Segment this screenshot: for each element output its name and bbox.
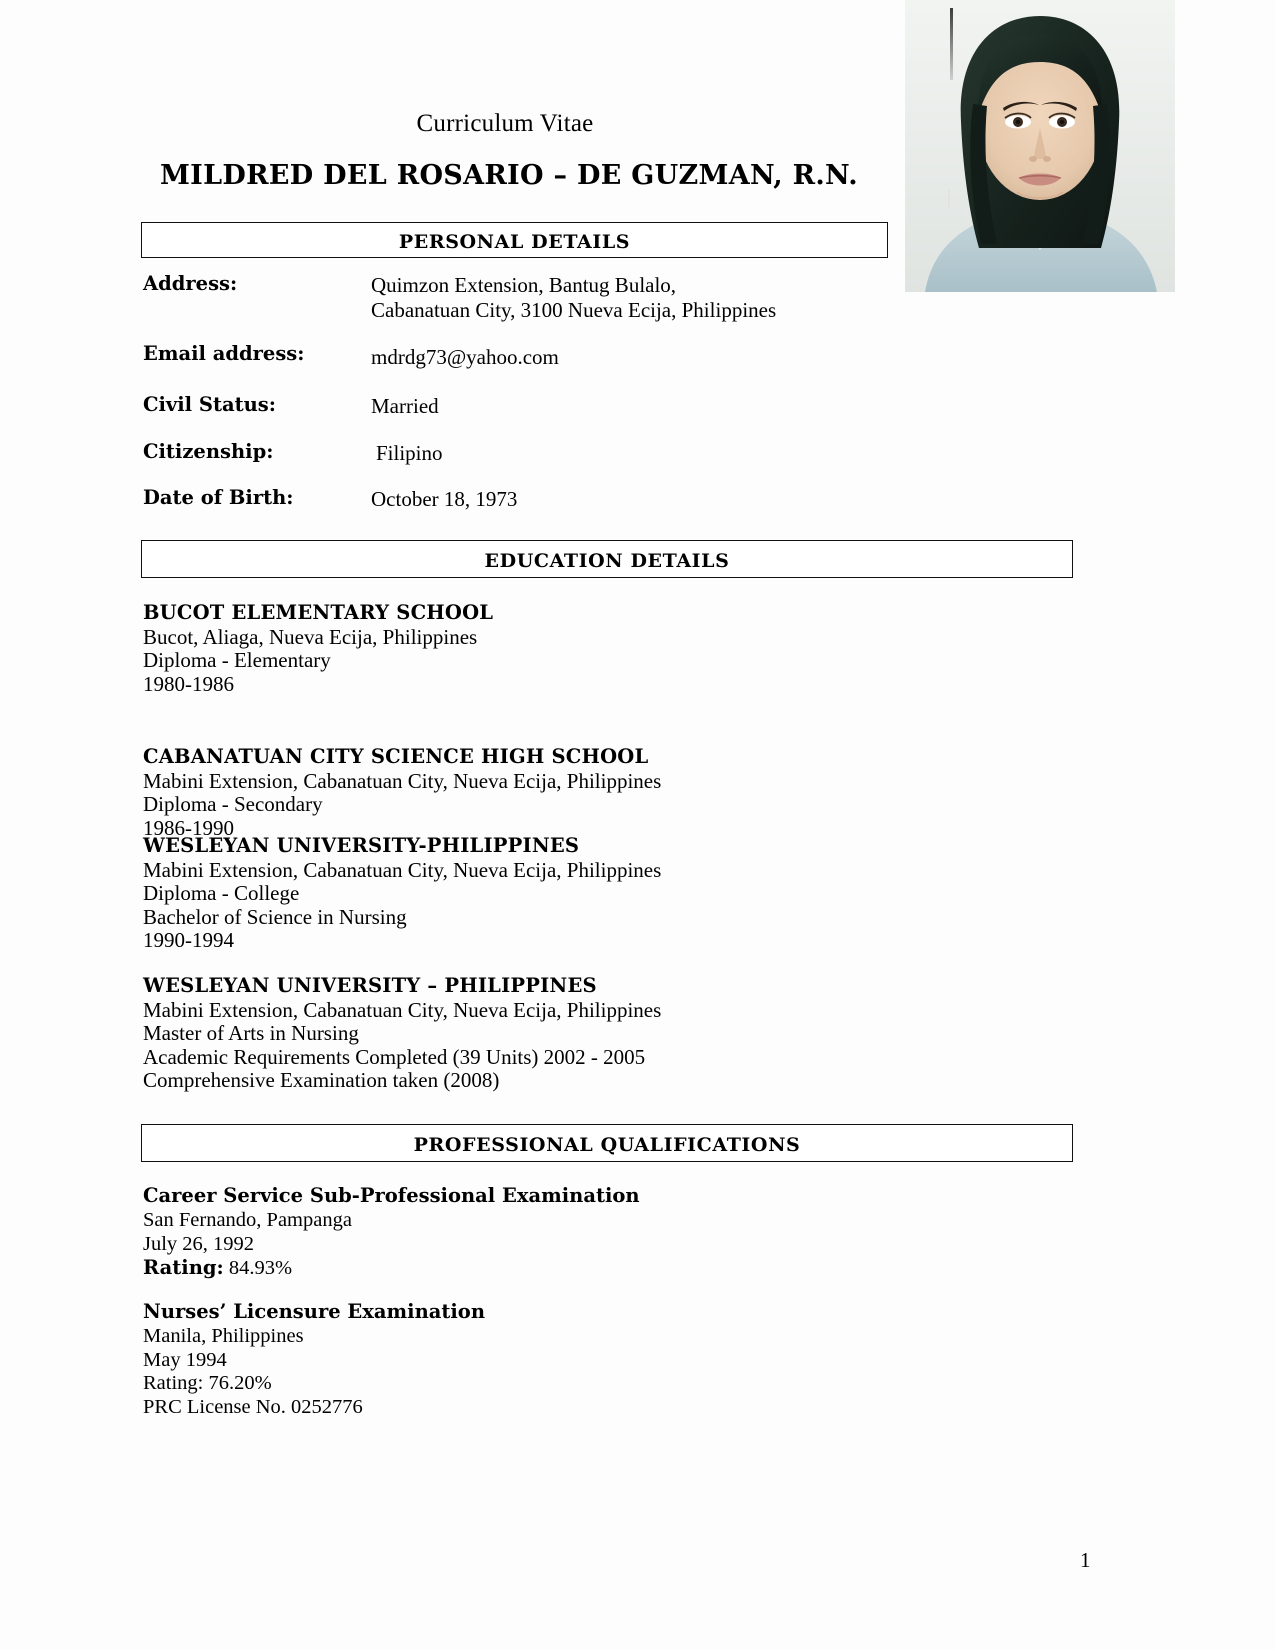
personal-label-citizenship: Citizenship: [143, 440, 274, 463]
page-title: MILDRED DEL ROSARIO – DE GUZMAN, R.N. [159, 160, 858, 191]
education-detail-line: 1986-1990 [143, 815, 234, 840]
qualification-entry [143, 1183, 640, 1281]
qualification-date: May 1994 [143, 1348, 227, 1371]
education-school-name: CABANATUAN CITY SCIENCE HIGH SCHOOL [143, 745, 649, 768]
education-school-name: BUCOT ELEMENTARY SCHOOL [143, 601, 494, 624]
education-detail-line: 1980-1986 [143, 671, 234, 696]
qualification-license-number: PRC License No. 0252776 [143, 1395, 363, 1418]
education-entry [143, 600, 493, 696]
qualification-place: Manila, Philippines [143, 1325, 304, 1347]
qualification-date: July 26, 1992 [143, 1232, 255, 1255]
education-school-name: WESLEYAN UNIVERSITY – PHILIPPINES [143, 974, 597, 997]
qualification-title: Career Service Sub-Professional Examination [143, 1184, 640, 1207]
education-detail-line: Comprehensive Examination taken (2008) [143, 1068, 500, 1093]
document-type-label: Curriculum Vitae [416, 110, 594, 137]
education-detail-line: Diploma - Elementary [143, 648, 331, 673]
personal-value-address-line1: Quimzon Extension, Bantug Bulalo, [371, 273, 677, 297]
education-detail-line: Bucot, Aliaga, Nueva Ecija, Philippines [143, 625, 478, 649]
qualification-rating-value: 84.93% [228, 1257, 293, 1280]
portrait-photo [905, 0, 1175, 292]
personal-value-date-of-birth: October 18, 1973 [371, 487, 518, 511]
education-school-name: WESLEYAN UNIVERSITY-PHILIPPINES [143, 834, 580, 857]
personal-label-civil-status: Civil Status: [143, 393, 276, 416]
section-header-education-details: EDUCATION DETAILS [141, 540, 1073, 578]
education-entry [143, 833, 661, 953]
personal-label-email: Email address: [143, 342, 305, 365]
personal-value-address-line2: Cabanatuan City, 3100 Nueva Ecija, Philippines [371, 298, 777, 322]
personal-label-address: Address: [143, 272, 238, 295]
education-detail-line: Master of Arts in Nursing [143, 1021, 359, 1046]
education-detail-line: Mabini Extension, Cabanatuan City, Nueva Ecija, Philippines [143, 858, 662, 882]
qualification-rating [143, 1256, 640, 1281]
education-detail-line: Academic Requirements Completed (39 Units) 2002 - 2005 [143, 1044, 646, 1069]
personal-label-date-of-birth: Date of Birth: [143, 486, 294, 509]
education-detail-line: 1990-1994 [143, 928, 234, 953]
personal-value-civil-status: Married [371, 394, 439, 418]
qualification-place: San Fernando, Pampanga [143, 1209, 352, 1231]
qualification-rating-label: Rating: [143, 1256, 224, 1280]
personal-value-citizenship: Filipino [376, 441, 443, 465]
education-detail-line: Bachelor of Science in Nursing [143, 904, 407, 929]
qualification-entry [143, 1299, 485, 1419]
registration-mark [950, 8, 953, 80]
page-number: 1 [1080, 1548, 1091, 1572]
portrait-photo-graphic [905, 0, 1175, 292]
section-header-personal-details: PERSONAL DETAILS [141, 222, 888, 258]
education-detail-line: Diploma - College [143, 881, 300, 906]
personal-value-email: mdrdg73@yahoo.com [371, 345, 559, 369]
education-detail-line: Diploma - Secondary [143, 792, 323, 817]
education-detail-line: Mabini Extension, Cabanatuan City, Nueva Ecija, Philippines [143, 998, 662, 1022]
education-detail-line: Mabini Extension, Cabanatuan City, Nueva Ecija, Philippines [143, 769, 662, 793]
section-header-professional-qualifications: PROFESSIONAL QUALIFICATIONS [141, 1124, 1073, 1162]
education-entry [143, 973, 661, 1093]
education-entry [143, 744, 661, 840]
qualification-rating: Rating: 76.20% [143, 1372, 272, 1395]
registration-mark-secondary [948, 190, 950, 208]
qualification-title: Nurses’ Licensure Examination [143, 1300, 485, 1323]
